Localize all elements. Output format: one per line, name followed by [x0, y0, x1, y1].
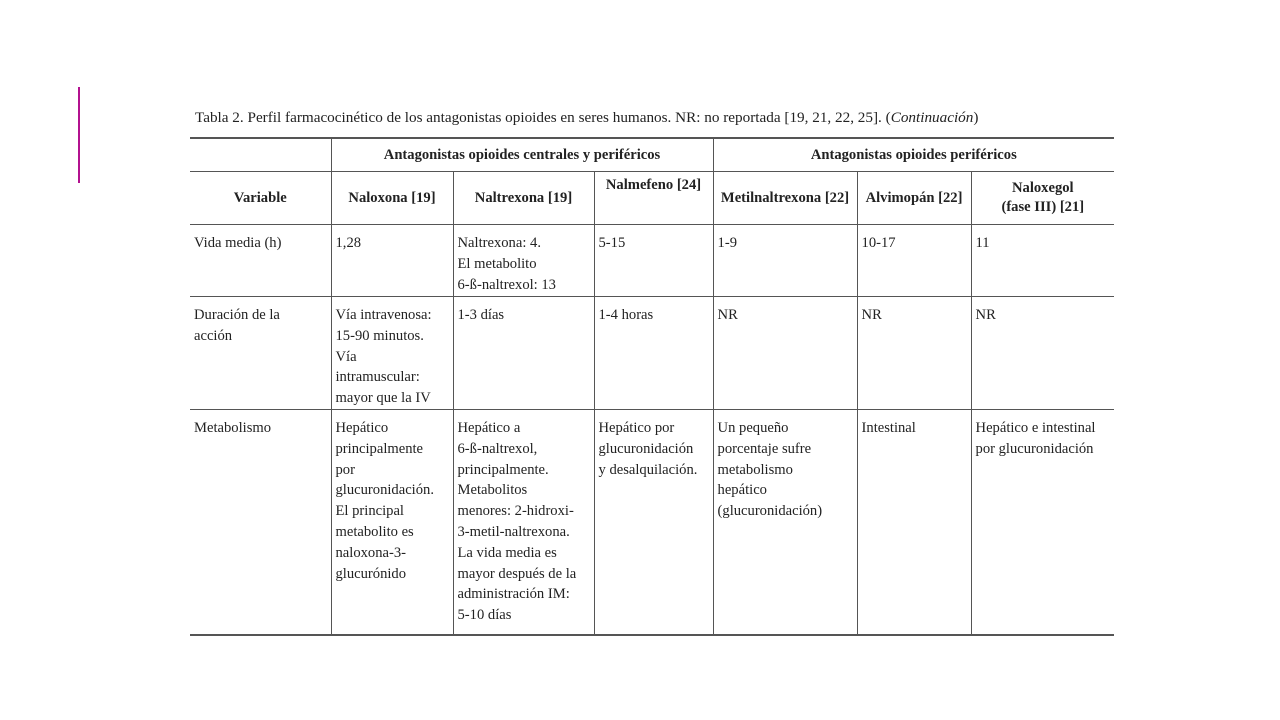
table-cell: Vía intravenosa: 15-90 minutos. Vía intramuscular: mayor que la IV — [331, 297, 453, 410]
pharmacokinetic-table — [190, 137, 1114, 636]
table-row — [190, 297, 1114, 410]
row-label-duracion: Duración de la acción — [190, 297, 331, 410]
table-cell: Naltrexona: 4. El metabolito 6-ß-naltrexol: 13 — [453, 225, 594, 297]
slide-accent-bar — [78, 87, 80, 183]
table-cell: Hepático a 6-ß-naltrexol, principalmente. Metabolitos menores: 2-hidroxi- 3-metil-naltrexona. La vida media es mayor después de la administración IM: 5-10 días — [453, 410, 594, 636]
table-cell: 10-17 — [857, 225, 971, 297]
column-header-metilnaltrexona: Metilnaltrexona [22] — [713, 172, 857, 225]
group-header-row — [190, 138, 1114, 172]
column-header-row — [190, 172, 1114, 225]
table-cell: 1,28 — [331, 225, 453, 297]
column-header-naloxona: Naloxona [19] — [331, 172, 453, 225]
row-label-metabolismo: Metabolismo — [190, 410, 331, 636]
column-header-alvimopan: Alvimopán [22] — [857, 172, 971, 225]
table-cell: Hepático principalmente por glucuronidación. El principal metabolito es naloxona-3- glucurónido — [331, 410, 453, 636]
caption-text: Tabla 2. Perfil farmacocinético de los antagonistas opioides en seres humanos. NR: no reportada [19, 21, 22, 25]. ( — [195, 109, 891, 126]
group-header-blank — [190, 138, 331, 172]
table-cell: 1-4 horas — [594, 297, 713, 410]
column-header-variable: Variable — [190, 172, 331, 225]
table-row — [190, 225, 1114, 297]
caption-close: ) — [973, 109, 979, 126]
row-label-vida-media: Vida media (h) — [190, 225, 331, 297]
table-cell: 1-3 días — [453, 297, 594, 410]
caption-italic: Continuación — [890, 109, 974, 126]
table-cell: NR — [857, 297, 971, 410]
table-cell: Hepático por glucuronidación y desalquilación. — [594, 410, 713, 636]
table-cell: NR — [971, 297, 1114, 410]
group-header-central: Antagonistas opioides centrales y periféricos — [331, 138, 713, 172]
column-header-naltrexona: Naltrexona [19] — [453, 172, 594, 225]
table-caption — [195, 106, 978, 130]
table-cell: Hepático e intestinal por glucuronidación — [971, 410, 1114, 636]
table-cell: 11 — [971, 225, 1114, 297]
column-header-nalmefeno: Nalmefeno [24] — [594, 172, 713, 225]
table-row — [190, 410, 1114, 636]
table-cell: Intestinal — [857, 410, 971, 636]
group-header-peripheral: Antagonistas opioides periféricos — [713, 138, 1114, 172]
table-cell: NR — [713, 297, 857, 410]
table-cell: 5-15 — [594, 225, 713, 297]
column-header-naloxegol: Naloxegol (fase III) [21] — [971, 172, 1114, 225]
table-cell: Un pequeño porcentaje sufre metabolismo hepático (glucuronidación) — [713, 410, 857, 636]
table-cell: 1-9 — [713, 225, 857, 297]
